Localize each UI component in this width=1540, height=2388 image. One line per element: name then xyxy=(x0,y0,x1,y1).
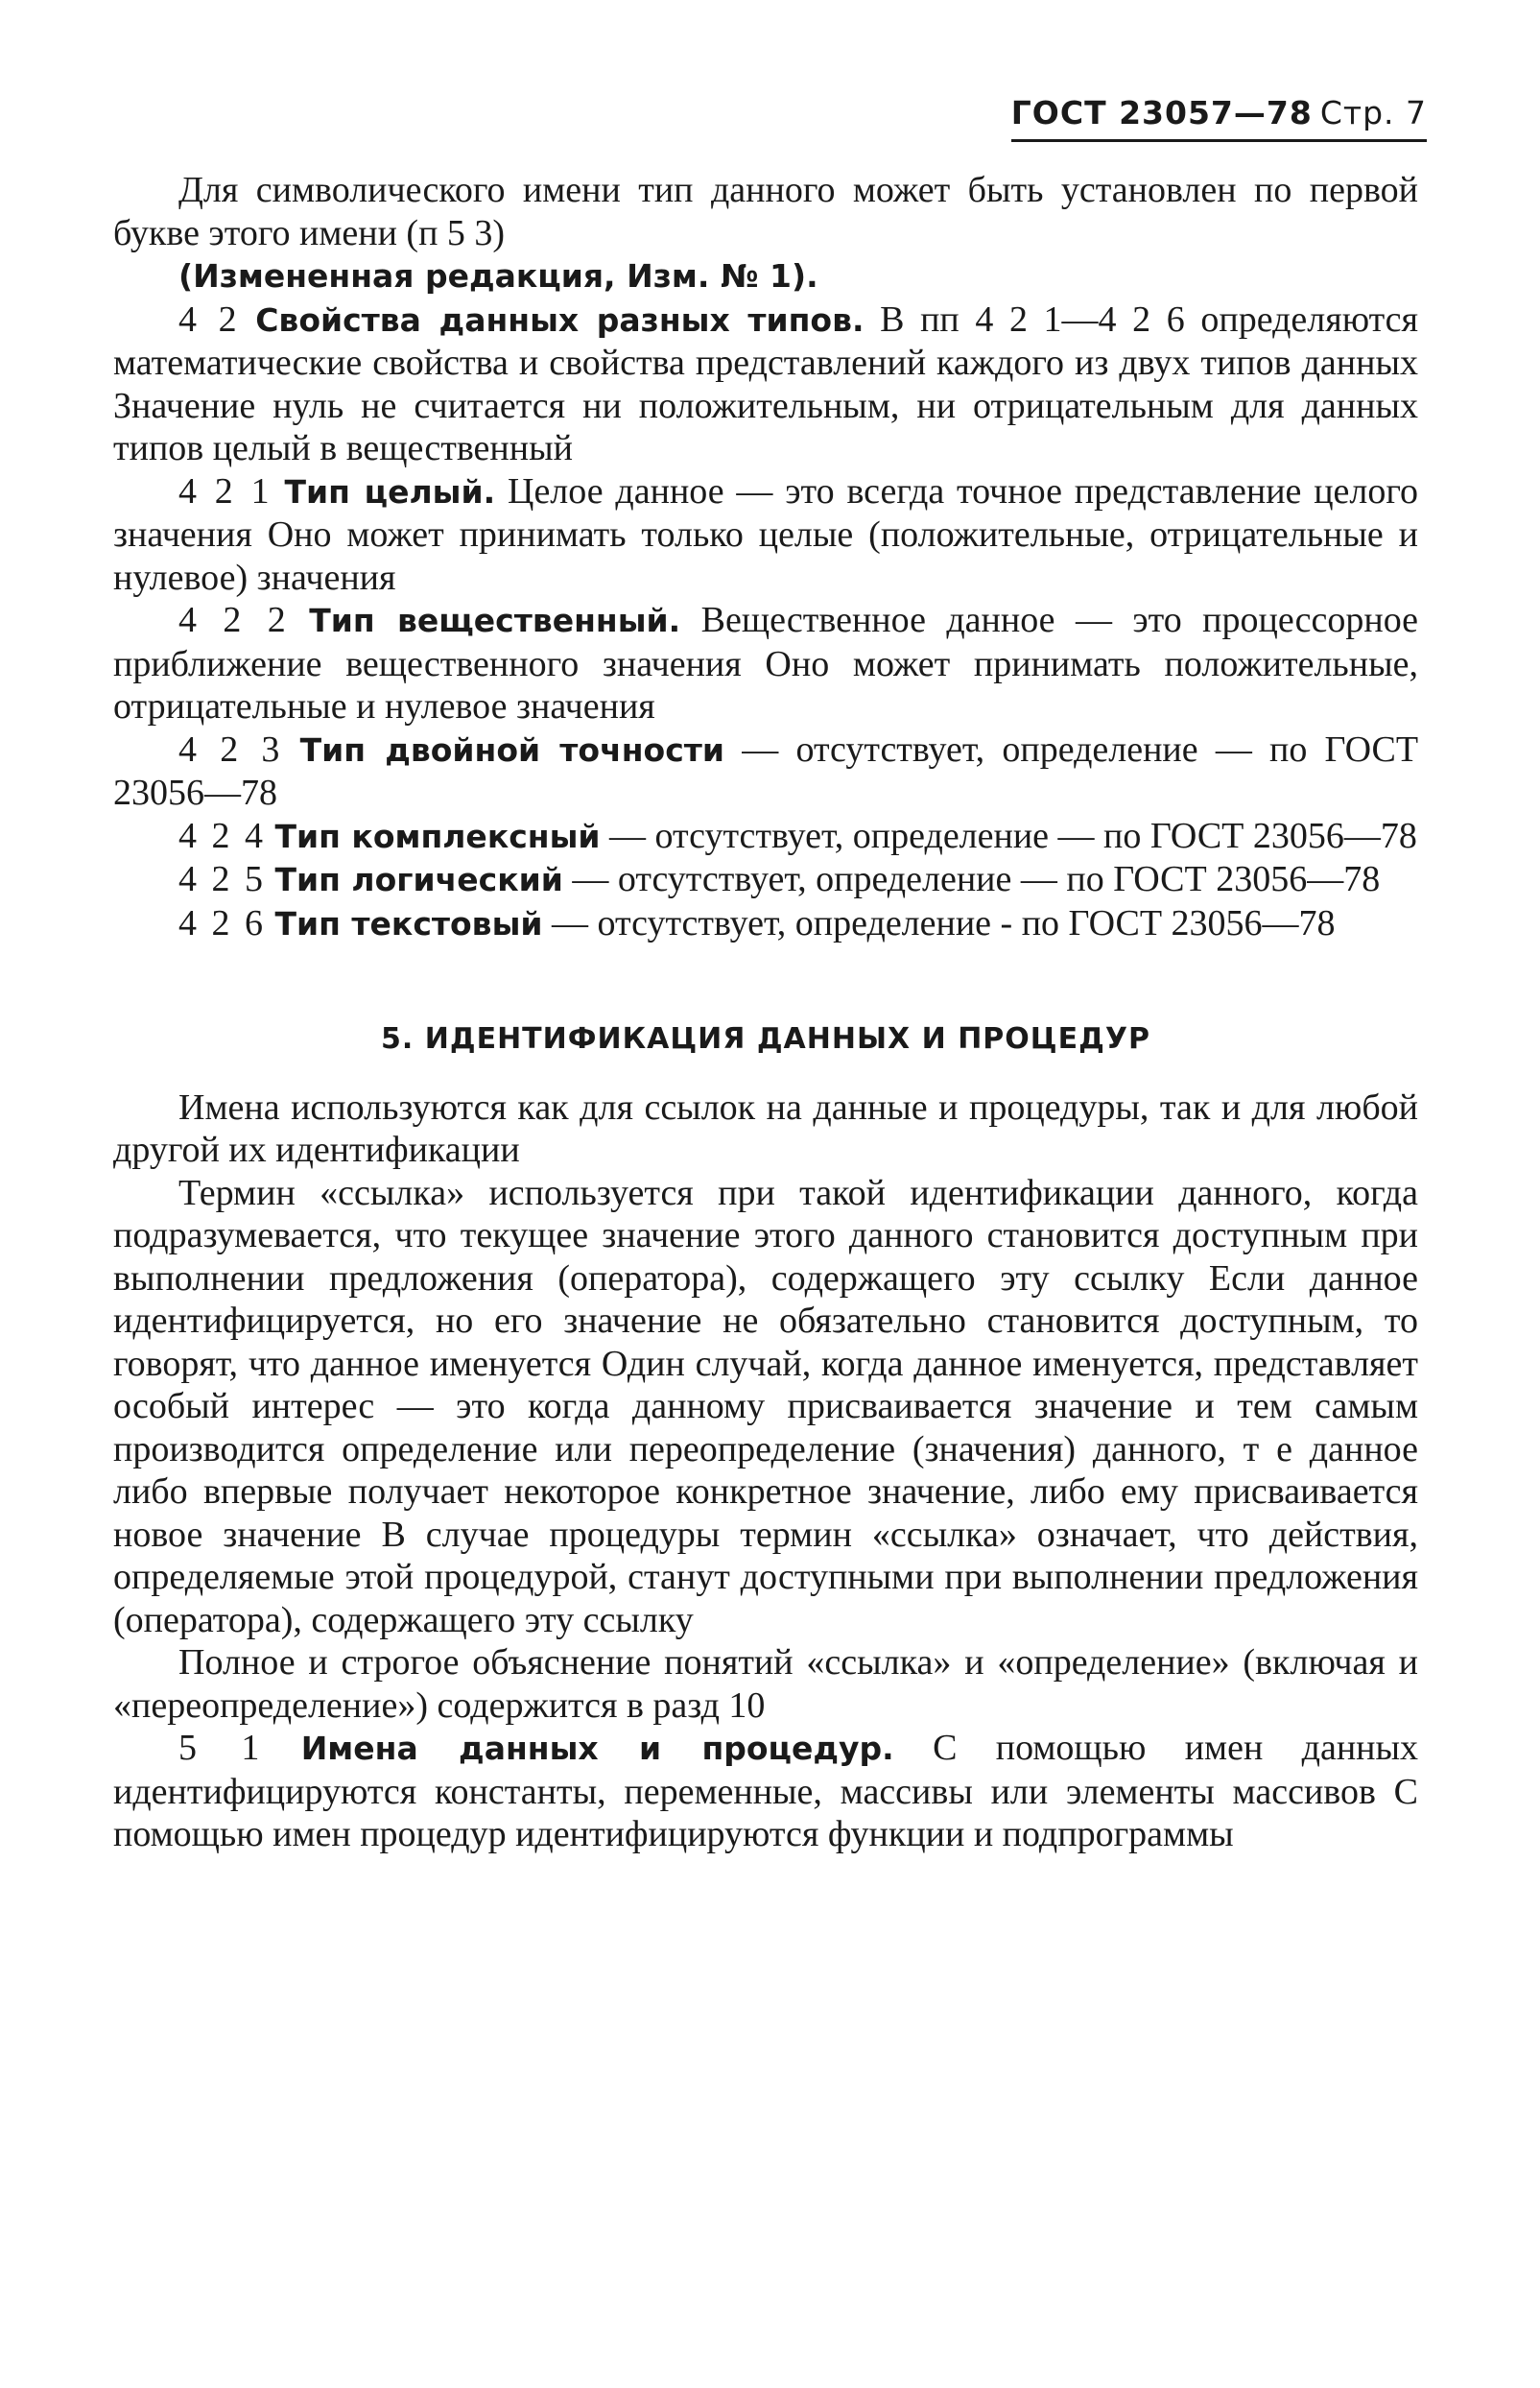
clause-text: — отсутствует, определение - по ГОСТ 23056—78 xyxy=(552,902,1336,943)
clause-title: Имена данных и процедур. xyxy=(300,1730,894,1767)
clause-title: Тип текстовый xyxy=(274,904,543,943)
section-5-title: 5. ИДЕНТИФИКАЦИЯ ДАННЫХ И ПРОЦЕДУР xyxy=(381,1022,1150,1056)
page-number: Стр. 7 xyxy=(1319,94,1427,131)
clause-text: В пп 4 2 1—4 2 6 определяются математические свойства и свойства представлений каждого из двух типов данных Значение нуль не считается ни положительным, ни отрицательным для данных типов целый в вещественный xyxy=(113,298,1419,468)
clause-text: С помощью имен данных идентифицируются константы, переменные, массивы или элементы массивов С помощью имен процедур идентифицируются функции и подпрограммы xyxy=(113,1728,1419,1854)
section-5-paragraph-1: Имена используются как для ссылок на данные и процедуры, так и для любой другой их идентификации xyxy=(113,1087,1418,1170)
clause-text: — отсутствует, определение — по ГОСТ 23056—78 xyxy=(572,859,1381,899)
clause-text: — отсутствует, определение — по ГОСТ 23056—78 xyxy=(609,815,1417,856)
clause-title: Тип двойной точности xyxy=(299,730,725,769)
clause-number: 4 2 6 xyxy=(178,902,266,943)
clause-text: — отсутствует, определение — по ГОСТ 23056—78 xyxy=(113,728,1419,813)
clause-number: 5 1 xyxy=(178,1728,263,1768)
clause-title: Свойства данных разных типов. xyxy=(255,300,865,339)
clause-4-2-3 xyxy=(113,728,1418,815)
clause-title: Тип комплексный xyxy=(274,817,601,855)
standard-number: ГОСТ 23057—78 xyxy=(1010,94,1313,131)
clause-5-1 xyxy=(113,1727,1418,1856)
page-header xyxy=(1011,94,1427,142)
section-5-paragraph-2: Термин «ссылка» используется при такой идентификации данного, когда подразумевается, что текущее значение этого данного становится доступным при выполнении предложения (оператора), содержащего эту ссылку Если данное идентифицируется, но его значение не обязательно становится доступным, то говорят, что данное именуется Один случай, когда данное именуется, представляет особый интерес — это когда данному присваивается значение и тем самым производится определение или переопределение (значения) данного, т е данное либо впервые получает некоторое конкретное значение, либо ему присваивается новое значение В случае процедуры термин «ссылка» означает, что действия, определяемые этой процедурой, станут доступными при выполнении предложения (оператора), содержащего эту ссылку xyxy=(113,1172,1418,1640)
clause-4-2-5 xyxy=(113,858,1418,902)
clause-number: 4 2 4 xyxy=(178,815,266,856)
clause-4-2-1 xyxy=(113,470,1418,600)
clause-4-2-6 xyxy=(113,902,1418,946)
clause-title: Тип вещественный. xyxy=(309,602,681,639)
clause-title: Тип логический xyxy=(274,861,563,898)
clause-4-2-4 xyxy=(113,815,1418,859)
clause-text: Вещественное данное — это процессорное приближение вещественного значения Оно может принимать положительные, отрицательные и нулевое значения xyxy=(113,600,1419,727)
clause-number: 4 2 3 xyxy=(178,728,283,770)
clause-number: 4 2 5 xyxy=(178,859,266,899)
clause-number: 4 2 1 xyxy=(178,470,272,512)
edition-note: (Измененная редакция, Изм. № 1). xyxy=(178,257,818,295)
clause-text: Целое данное — это всегда точное представление целого значения Оно может принимать только целые (положительные, отрицательные и нулевое) значения xyxy=(113,470,1419,598)
document-body xyxy=(113,169,1418,1856)
clause-4-2 xyxy=(113,298,1418,470)
clause-4-2-2 xyxy=(113,599,1418,728)
clause-number: 4 2 xyxy=(178,298,240,340)
section-5-paragraph-3: Полное и строгое объяснение понятий «ссылка» и «определение» (включая и «переопределение») содержится в разд 10 xyxy=(113,1642,1418,1726)
section-spacer xyxy=(113,945,1418,1018)
clause-number: 4 2 2 xyxy=(178,600,289,640)
clause-title: Тип целый. xyxy=(284,472,496,511)
paragraph-symbolic-name: Для символического имени тип данного может быть установлен по первой букве этого имени (п 5 3) xyxy=(113,170,1418,253)
